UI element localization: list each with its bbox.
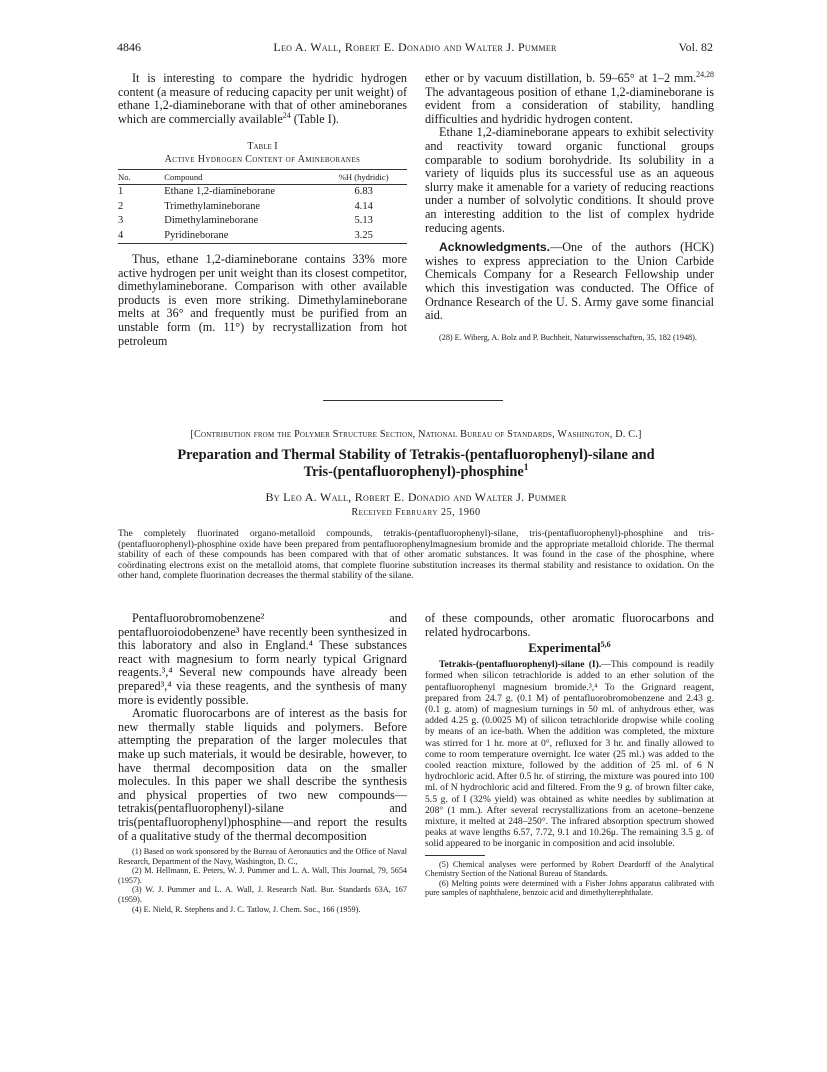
prev-selectivity-paragraph: Ethane 1,2-diamineborane appears to exhibit selectivity and reactivity toward organic functional groups comparable to sodium borohydride. Its solubility in a variety of liquids plus its successful use as an aqueous slurry make it amenable for a variety of reducing reactions under a number of solvolytic conditions. It should prove an interesting addition to the list of complex hydride reducing agents. (425, 125, 714, 235)
article-title: Preparation and Thermal Stability of Tetrakis-(pentafluorophenyl)-silane and Tris-(pentafluorophenyl)-phosphine$^1$ (177, 447, 655, 480)
table-row: 4 Pyridineborane 3.25 (118, 229, 407, 244)
footnote-2: (2) M. Hellmann, E. Peters, W. J. Pummer and L. A. Wall, This Journal, 79, 5654 (1957). (118, 866, 407, 885)
prev-intro-paragraph: It is interesting to compare the hydridic hydrogen content (a measure of reducing capacity per unit weight) of ethane 1,2-diamineborane with that of other amineboranes which are commercially available$^{24}$ (Table I). (118, 71, 407, 126)
article-left-column (118, 612, 407, 914)
experimental-heading: Experimental$^{5,6}$ (528, 640, 611, 656)
continued-paragraph: of these compounds, other aromatic fluorocarbons and related hydrocarbons. (425, 611, 714, 639)
table-caption: Active Hydrogen Content of Amineboranes (164, 154, 361, 166)
amineborane-table (118, 169, 407, 244)
table-row: 3 Dimethylamineborane 5.13 (118, 215, 373, 227)
table-title: Table I (247, 141, 278, 153)
footnote-6: (6) Melting points were determined with a Fisher Johns apparatus calibrated with pure samples of naphthalene, benzoic acid and dimethylterephthalate. (425, 878, 714, 898)
prev-distillation-paragraph: ether or by vacuum distillation, b. 59–65° at 1–2 mm.$^{24,28}$ The advantageous position of ethane 1,2-diamineborane is evident from a consideration of stability, handling difficulties and hydridic hydrogen content. (425, 69, 714, 126)
contribution-line: [Contribution from the Polymer Structure Section, National Bureau of Standards, Washington, D. C.] (190, 429, 642, 440)
running-header (117, 40, 713, 56)
article-abstract: The completely fluorinated organo-metalloid compounds, tetrakis-(pentafluorophenyl)-silane, tris-(pentafluorophenyl)-phosphine and tris-(pentafluorophenyl)-phosphine oxide have been prepared from pentafluorophenylmagnesium bromide and the appropriate metalloid chloride. The thermal stability of each of these compounds has been compared with that of other aromatic substances. It was found in the case of the phosphine, where coördinating electrons exist on the metalloid atoms, that complete fluorine substitution increases its thermal stability and resistance to oxidation. On the other hand, complete fluorination decreases the thermal stability of the silane. (118, 529, 714, 582)
article-separator-rule (323, 400, 503, 401)
footnote-separator (425, 855, 485, 856)
table-header-compound: Compound (164, 170, 320, 185)
table-row: 1 Ethane 1,2-diamineborane 6.83 (118, 186, 373, 198)
prev-conclusion-paragraph: Thus, ethane 1,2-diamineborane contains 33% more active hydrogen per unit weight than its closest competitor, dimethylamineborane. Comparison with other available products is even more striking. Dimethylamineborane melts at 36° and frequently must be purified from an unstable form (m. 11°) by recrystallization from hot petroleum (118, 252, 407, 348)
table-row: 2 Trimethylamineborane 4.14 (118, 200, 373, 212)
prev-article-left-column (118, 72, 407, 348)
article-right-column (425, 612, 714, 898)
acknowledgments-paragraph: Acknowledgments.—One of the authors (HCK) wishes to express appreciation to the Union Carbide Chemicals Company for a Research Fellowship under which this investigation was conducted. The Office of Ordnance Research of the U. S. Army gave some financial aid. (425, 240, 714, 323)
intro-paragraph-2: Aromatic fluorocarbons are of interest as the basis for new thermally stable liquids and polymers. Before attempting the preparation of the larger molecules that make up such materials, it would be desirable, however, to have thermal decomposition data on the smaller molecules. In this paper we shall describe the synthesis and physical properties of two new compounds—tetrakis(pentafluorophenyl)-silane and tris(pentafluorophenyl)phosphine—and report the results of a qualitative study of the thermal decomposition (118, 706, 407, 843)
prev-article-right-column (425, 69, 714, 342)
article-byline: By Leo A. Wall, Robert E. Donadio and Walter J. Pummer (265, 490, 567, 504)
footnote-5: (5) Chemical analyses were performed by Robert Deardorff of the Analytical Chemistry Section of the National Bureau of Standards. (425, 859, 714, 879)
footnote-3: (3) W. J. Pummer and L. A. Wall, J. Research Natl. Bur. Standards 63A, 167 (1959). (118, 885, 407, 905)
table-header-hydridic: %H (hydridic) (320, 170, 407, 185)
header-volume: Vol. 82 (678, 40, 713, 54)
header-authors: Leo A. Wall, Robert E. Donadio and Walter J. Pummer (273, 40, 557, 54)
page-number: 4846 (117, 40, 141, 54)
received-date: Received February 25, 1960 (351, 507, 481, 518)
table-header-no: No. (118, 170, 164, 185)
experimental-paragraph: Tetrakis-(pentafluorophenyl)-silane (I).—This compound is readily formed when silicon tetrachloride is added to an ether solution of the pentafluorophenyl magnesium bromide.³,⁴ To the Grignard reagent, prepared from 24.7 g. (0.1 M) of pentafluorobromobenzene and 2.43 g. (0.1 g. atom) of magnesium turnings in 50 ml. of anhydrous ether, was added 4.25 g. (0.0025 M) of silicon tetrachloride dropwise while cooling by means of an ice-bath. When the addition was completed, the mixture was stirred for 1 hr. more at 0°, refluxed for 3 hr. and finally allowed to come to room temperature overnight. Ice water (25 ml.) was added to the cooled reaction mixture, followed by the addition of 25 ml. of 6 N hydrochloric acid. After 0.5 hr. of stirring, the mixture was poured into 100 ml. of N hydrochloric acid and filtered. From the 9 g. of brown filter cake, 5.5 g. of I (32% yield) was obtained as white needles by sublimation at 208° (1 mm.). After several recrystallizations from an acetone–benzene mixture, it melted at 248–250°. The infrared absorption spectrum showed peaks at wave lengths 6.57, 7.72, 9.1 and 10.26μ. The remaining 3.5 g. of solid appeared to be inorganic in composition and acid insoluble. (425, 659, 714, 850)
footnote-28: (28) E. Wiberg, A. Bolz and P. Buchheit, Naturwissenschaften, 35, 182 (1948). (439, 332, 697, 342)
footnote-4: (4) E. Nield, R. Stephens and J. C. Tatlow, J. Chem. Soc., 166 (1959). (132, 904, 361, 914)
intro-paragraph-1: Pentafluorobromobenzene² and pentafluoroiodobenzene³ have recently been synthesized in this laboratory and also in England.⁴ These substances react with magnesium to form nearly typical Grignard reagents.³,⁴ Several new compounds have already been prepared³,⁴ via these reagents, and the synthesis of many more is evidently possible. (118, 611, 407, 707)
footnote-1: (1) Based on work sponsored by the Bureau of Aeronautics and the Office of Naval Research, Department of the Navy, Washington, D. C., (118, 847, 407, 866)
